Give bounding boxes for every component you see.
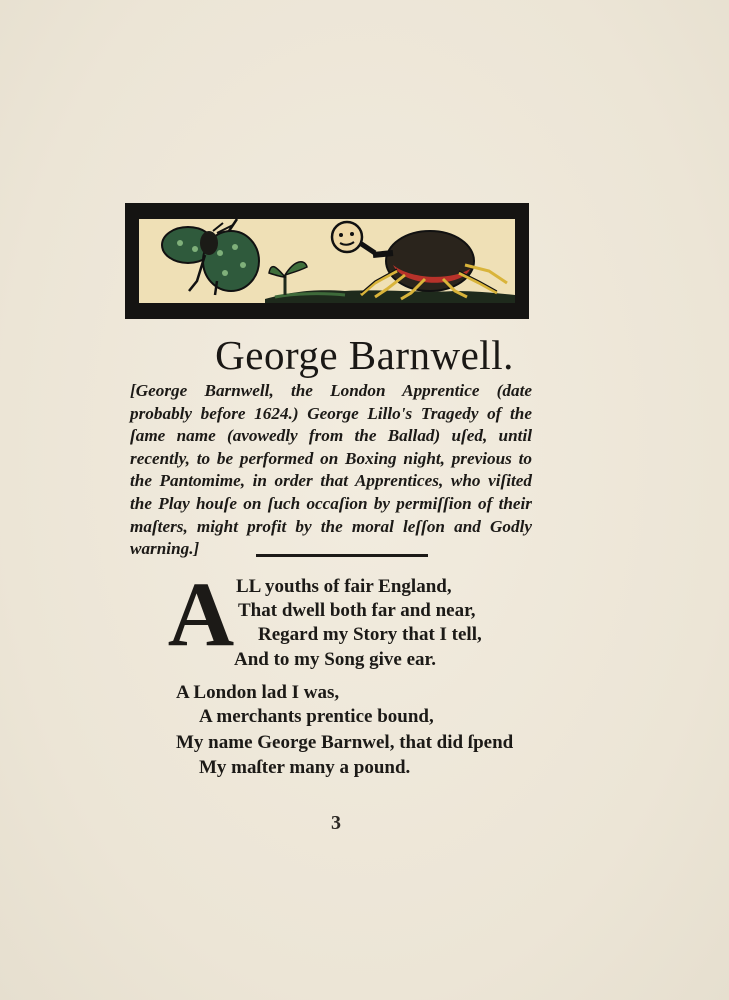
verse-line: That dwell both far and near, <box>238 600 476 621</box>
drop-cap <box>163 573 239 649</box>
verse-line: A London lad I was, <box>176 682 340 703</box>
intro-note: [George Barnwell, the London Apprentice (date probably before 1624.) George Lillo's Tragedy of the ſame name (avowedly from the Ballad) uſed, until recently, to be performed on Boxing night, previous to the Pantomime, in order that Apprentices, who viſited the Play houſe on ſuch occaſion by permiſſion of their maſters, might profit by the moral leſſon and Godly warning.] <box>130 381 532 559</box>
ornamental-letter-a-icon <box>163 573 239 649</box>
verse-line: LL youths of fair England, <box>236 576 452 597</box>
verse-line: A merchants prentice bound, <box>199 706 434 727</box>
page-number: 3 <box>331 812 341 834</box>
verse-line: And to my Song give ear. <box>234 649 436 670</box>
beetle-and-spider-woodcut-icon <box>125 203 529 319</box>
page-title: George Barnwell. <box>215 332 514 378</box>
verse-line: My name George Barnwel, that did ſpend <box>176 732 514 753</box>
verse-line: Regard my Story that I tell, <box>258 624 482 645</box>
verse-line: My maſter many a pound. <box>199 757 411 778</box>
divider-rule <box>256 554 428 557</box>
drop-cap-letter: A <box>167 573 235 649</box>
